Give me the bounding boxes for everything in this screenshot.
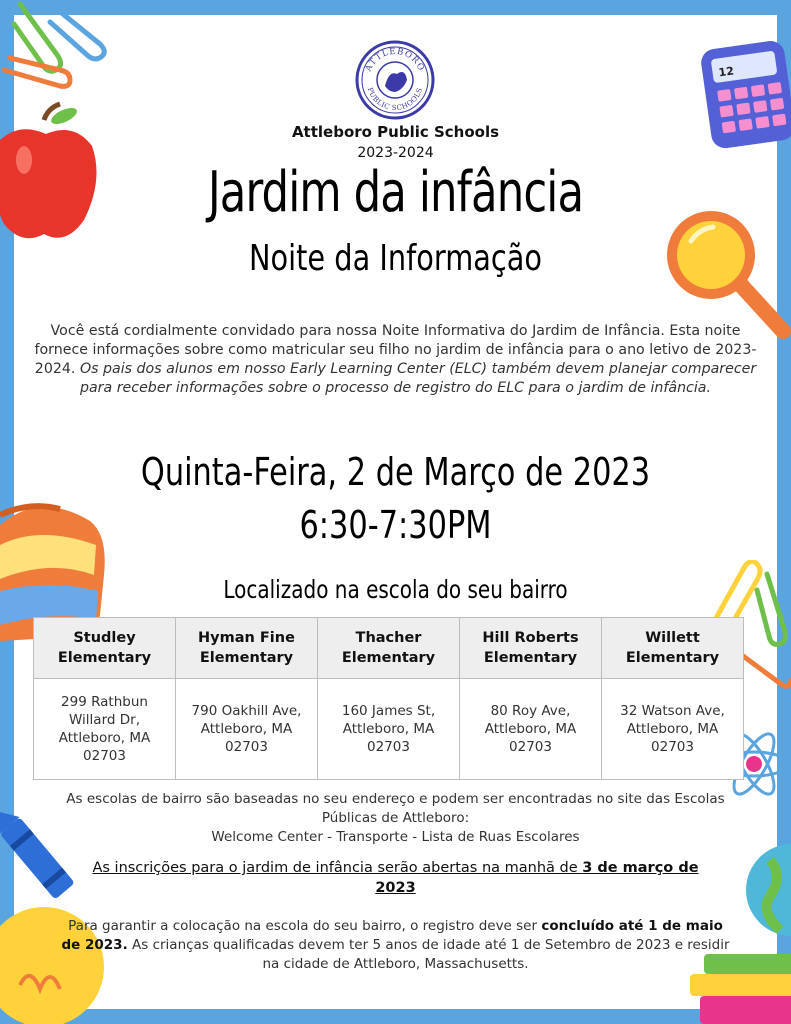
school-seal: [355, 40, 435, 120]
calculator-display: 12: [717, 64, 735, 80]
paperclip-icon: [0, 0, 120, 90]
school-address-cell: 299 Rathbun Willard Dr, Attleboro, MA 02703: [34, 679, 176, 780]
registration-paragraph: [60, 917, 731, 974]
school-name: Attleboro Public Schools: [291, 123, 500, 141]
event-date: Quinta-Feira, 2 de Março de 2023: [140, 450, 651, 494]
schools-address-row: [34, 679, 744, 780]
event-time: 6:30-7:30PM: [299, 503, 492, 547]
location-heading: Localizado na escola do seu bairro: [223, 575, 568, 604]
school-address-cell: 80 Roy Ave, Attleboro, MA 02703: [460, 679, 602, 780]
registration-deadline: concluído até 1 de maio de 2023.: [61, 918, 723, 953]
schools-header-row: [34, 618, 744, 679]
school-address-cell: 160 James St, Attleboro, MA 02703: [318, 679, 460, 780]
school-name-cell: Hyman Fine Elementary: [176, 618, 318, 679]
neighborhood-note-text: As escolas de bairro são baseadas no seu endereço e podem ser encontradas no site das Escolas Públicas de Attleboro:: [66, 791, 725, 826]
school-year: 2023-2024: [357, 145, 434, 161]
neighborhood-note: [60, 790, 731, 847]
website-links-text: Welcome Center - Transporte - Lista de Ruas Escolares: [211, 829, 580, 845]
page-subtitle: Noite da Informação: [248, 238, 543, 279]
globe-icon: [740, 840, 791, 950]
seal-bottom-text: PUBLIC SCHOOLS: [365, 86, 425, 113]
registration-text: Para garantir a colocação na escola do seu bairro, o registro deve ser: [68, 918, 542, 934]
enrollment-date: 3 de março de 2023: [375, 860, 699, 896]
school-name-cell: Thacher Elementary: [318, 618, 460, 679]
intro-italic-text: Os pais dos alunos em nosso Early Learning Center (ELC) também devem planejar comparecer para receber informações sobre o processo de registro do ELC para o jardim de infância.: [79, 361, 757, 396]
schools-table: [33, 617, 744, 780]
intro-text: Você está cordialmente convidado para nossa Noite Informativa do Jardim de Infância. Esta noite fornece informações sobre como matricular seu filho no jardim de infância para o ano letivo de 2023-2024.: [34, 323, 757, 377]
page-title: Jardim da infância: [207, 160, 584, 225]
enrollment-text: As inscrições para o jardim de infância serão abertas na manhã de: [92, 860, 583, 876]
intro-paragraph: [28, 322, 763, 398]
school-address-cell: 32 Watson Ave, Attleboro, MA 02703: [602, 679, 744, 780]
school-name-cell: Willett Elementary: [602, 618, 744, 679]
registration-eligibility-text: As crianças qualificadas devem ter 5 anos de idade até 1 de Setembro de 2023 e residir na cidade de Attleboro, Massachusetts.: [127, 937, 730, 972]
school-name-cell: Studley Elementary: [34, 618, 176, 679]
school-address-cell: 790 Oakhill Ave, Attleboro, MA 02703: [176, 679, 318, 780]
enrollment-announcement: [80, 858, 711, 898]
seal-top-text: ATTLEBORO: [363, 46, 427, 74]
school-name-cell: Hill Roberts Elementary: [460, 618, 602, 679]
